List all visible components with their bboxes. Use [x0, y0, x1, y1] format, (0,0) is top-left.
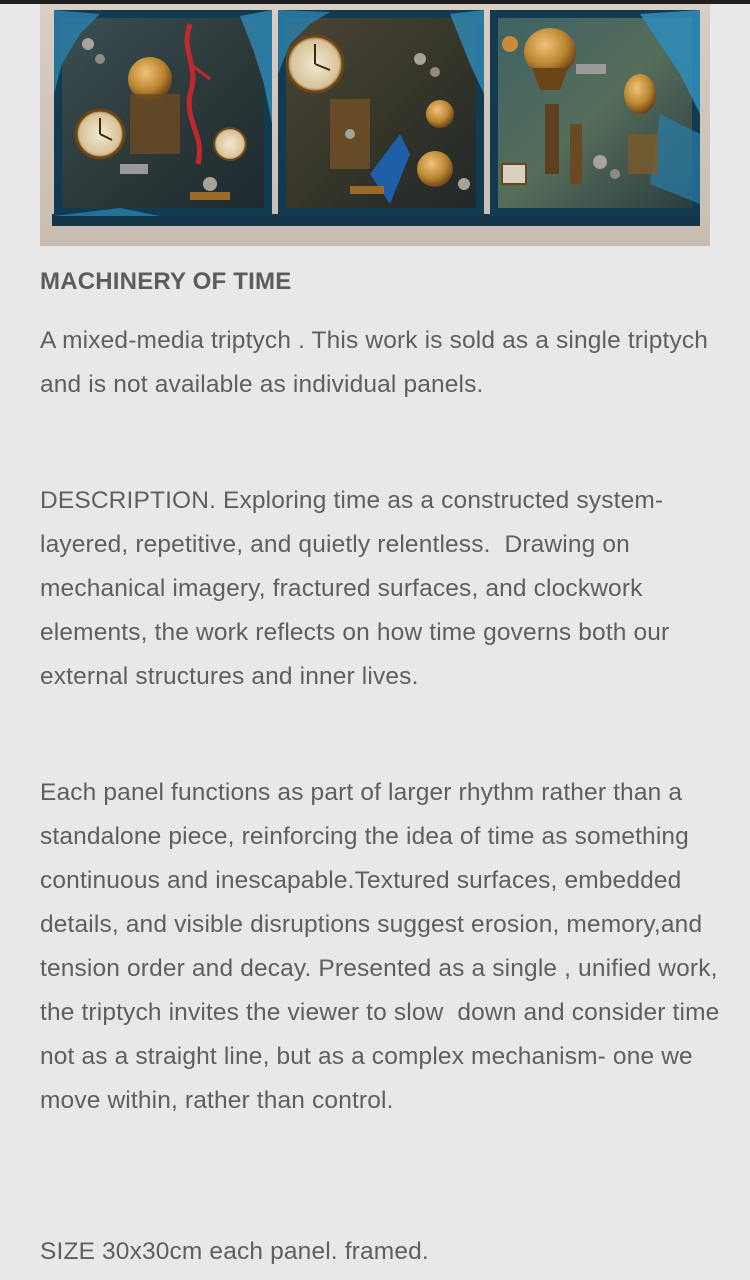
product-title: MACHINERY OF TIME — [40, 268, 292, 295]
artwork-image[interactable] — [40, 4, 710, 246]
intro-paragraph: A mixed-media triptych . This work is sold as a single triptych and is not available as individual panels. — [40, 327, 715, 398]
panel-center — [278, 10, 484, 216]
panel-left — [54, 10, 272, 216]
triptych-illustration — [40, 4, 710, 246]
description-paragraph: DESCRIPTION. Exploring time as a constructed system- layered, repetitive, and quietly relentless. Drawing on mechanical imagery, fractured surfaces, and clockwork elements, the work reflects on how time governs both our external structures and inner lives. — [40, 487, 677, 690]
panel-right — [490, 10, 700, 216]
detail-paragraph: Each panel functions as part of larger rhythm rather than a standalone piece, reinforcing the idea of time as something continuous and inescapable.Textured surfaces, embedded details, and visible disruptions suggest erosion, memory,and tension order and decay. Presented as a single , unified work, the triptych invites the viewer to slow down and consider time not as a straight line, but as a complex mechanism- one we move within, rather than control. — [40, 779, 727, 1114]
size-paragraph: SIZE 30x30cm each panel. framed. — [40, 1238, 429, 1265]
